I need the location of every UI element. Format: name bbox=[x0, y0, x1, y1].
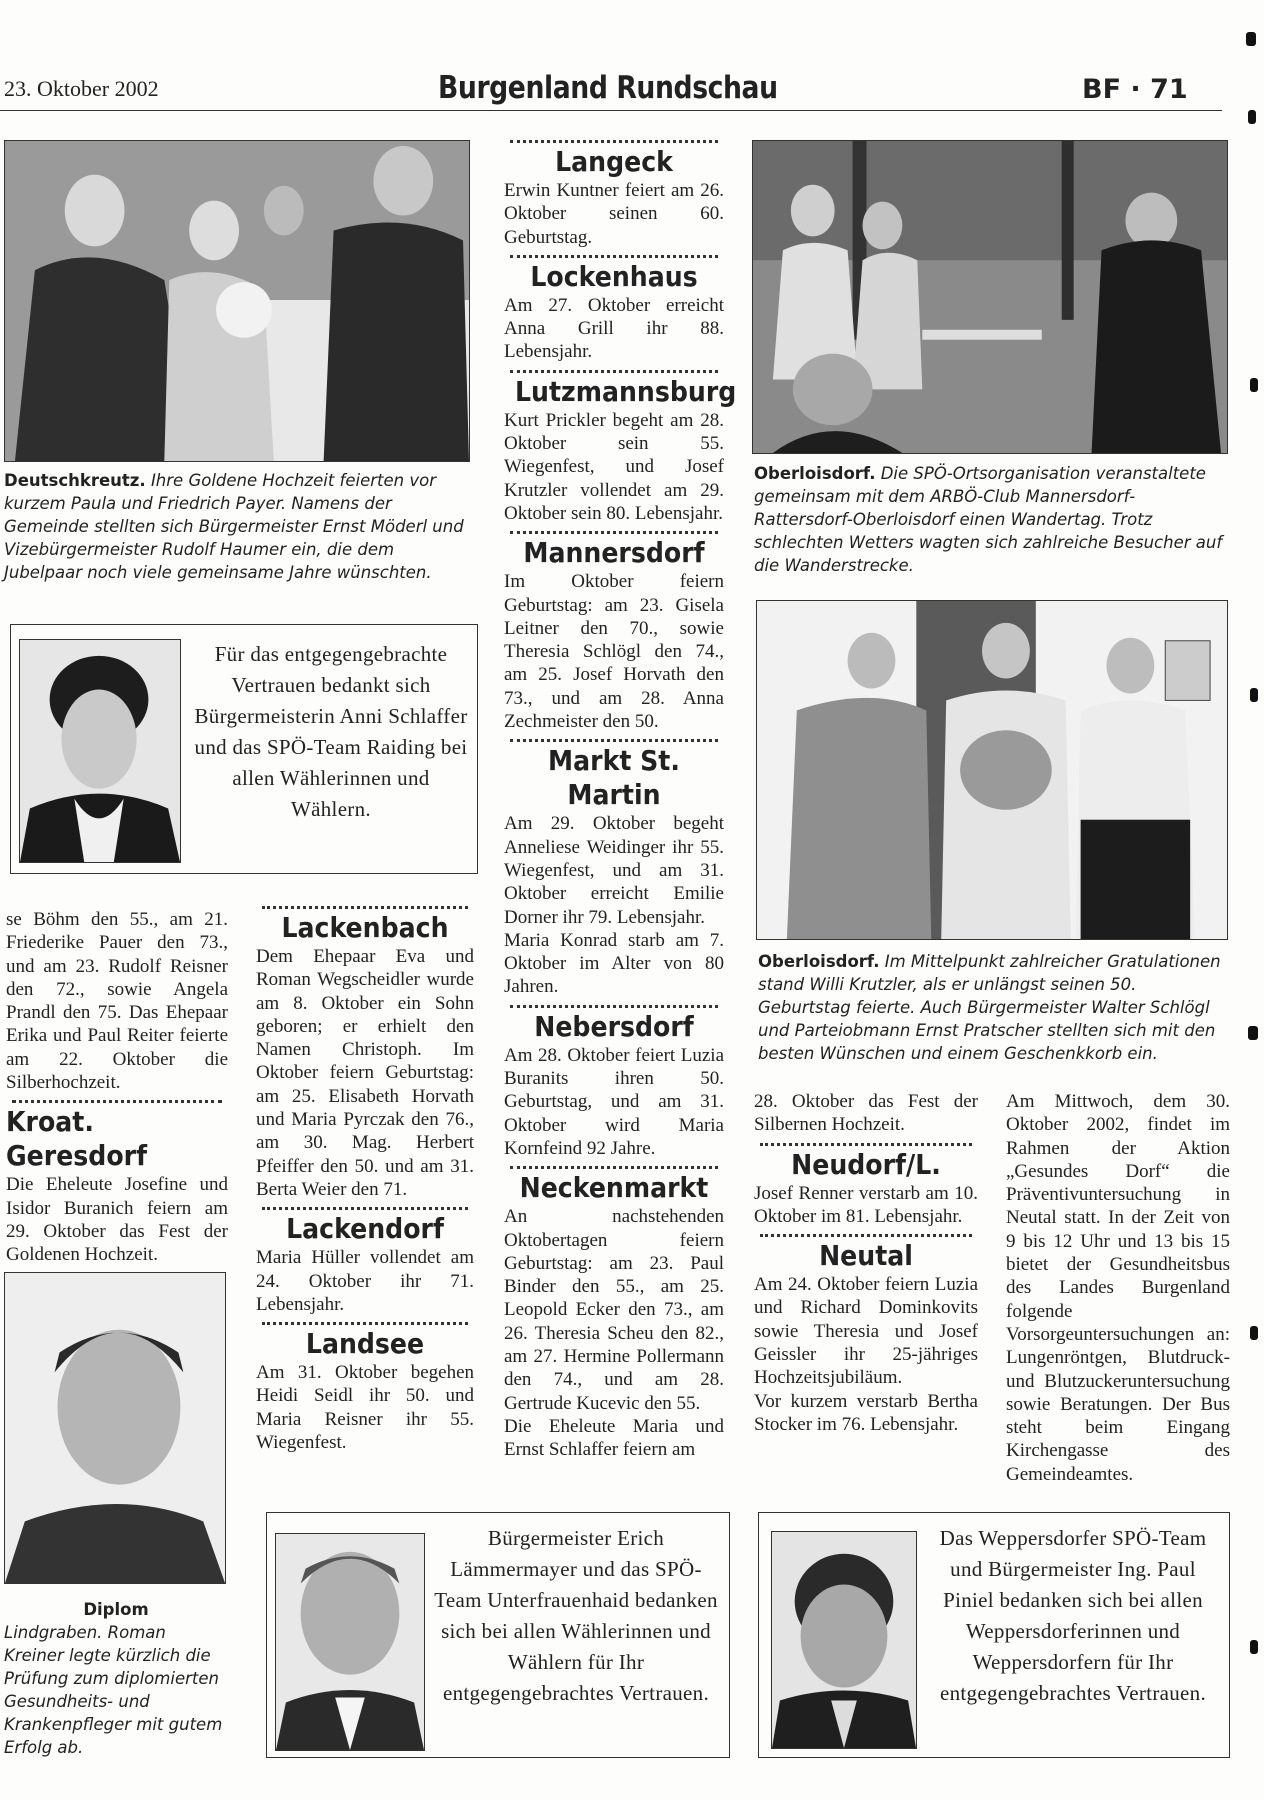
caption-oberloisdorf-geburtstag bbox=[758, 950, 1232, 1065]
dotted-divider bbox=[262, 1322, 468, 1325]
caption-diplom bbox=[4, 1598, 228, 1759]
article-text: Am 27. Oktober erreicht Anna Grill ihr 88. Lebensjahr. bbox=[504, 294, 724, 363]
ad-raiding bbox=[10, 624, 478, 874]
article-text: Josef Renner verstarb am 10. Oktober im 81. Lebensjahr. bbox=[754, 1182, 978, 1227]
dotted-divider bbox=[760, 1234, 972, 1237]
caption-place: Oberloisdorf. bbox=[758, 952, 880, 971]
photo-oberloisdorf-wandertag bbox=[752, 140, 1228, 454]
article-text: Kurt Prickler begeht am 28. Oktober sein 55. Wiegenfest, und Josef Krutzler vollendet am 29. Oktober sein 80. Lebensjahr. bbox=[504, 409, 724, 524]
caption-deutschkreutz bbox=[4, 469, 474, 584]
article-text: Die Eheleute Josefine und Isidor Buranich feiern am 29. Oktober das Fest der Goldenen Hochzeit. bbox=[6, 1174, 228, 1266]
dotted-divider bbox=[510, 370, 718, 373]
article-text: Am 31. Oktober begehen Heidi Seidl ihr 50. und Maria Reisner ihr 55. Wiegenfest. bbox=[256, 1362, 474, 1454]
dotted-divider bbox=[262, 906, 468, 909]
article-text: An nachstehenden Oktobertagen feiern Geburtstag: am 23. Paul Binder den 55., am 25. Leopold Ecker den 73., am 26. Theresia Scheu den 82., am 27. Hermine Pollermann den 74., und am 28. Gertrude Kucevic den 55. bbox=[504, 1206, 724, 1414]
article-text: Dem Ehepaar Eva und Roman Wegscheidler wurde am 8. Oktober ein Sohn geboren; er erhielt den Namen Christoph. Im Oktober feiern Geburtstag: am 25. Elisabeth Horvath und Maria Pyrczak den 76., am 30. Mag. Herbert Pfeiffer den 50. und am 31. Berta Weier den 71. bbox=[256, 946, 474, 1200]
article-text: Vor kurzem verstarb Bertha Stocker im 76. Lebensjahr. bbox=[754, 1390, 978, 1435]
margin-mark bbox=[1250, 688, 1258, 702]
article-text: Im Oktober feiern Geburtstag: am 23. Gisela Leitner den 70., sowie Theresia Schlögl den 74., am 25. Josef Horvath den 73., und am 28. Anna Zechmeister den 50. bbox=[504, 571, 724, 733]
caption-text: Ihre Goldene Hochzeit feierten vor kurzem Paula und Friedrich Payer. Namens der Gemeinde stellten sich Bürgermeister Ernst Möderl und Vizebürgermeister Rudolf Haumer ein, die dem Jubelpaar noch viele gemeinsame Jahre wünschten. bbox=[4, 471, 464, 582]
article-text: Am 29. Oktober begeht Anneliese Weidinger ihr 55. Wiegenfest, und am 31. Oktober erreicht Emilie Dorner ihr 79. Lebensjahr. bbox=[504, 813, 724, 928]
margin-mark bbox=[1250, 378, 1258, 392]
margin-mark bbox=[1248, 110, 1256, 124]
column-4 bbox=[754, 1090, 978, 1436]
issue-date: 23. Oktober 2002 bbox=[4, 76, 159, 101]
margin-mark bbox=[1246, 32, 1256, 46]
newspaper-title: Burgenland Rundschau bbox=[438, 70, 778, 106]
section-heading: Kroat. Geresdorf bbox=[6, 1105, 148, 1173]
ad-text: Für das entgegengebrachte Vertrauen bedankt sich Bürgermeisterin Anni Schlaffer und das SPÖ-Team Raiding bei allen Wählerinnen und Wählern. bbox=[194, 642, 468, 821]
column-5 bbox=[1006, 1090, 1230, 1486]
article-text: Erwin Kuntner feiert am 26. Oktober seinen 60. Geburtstag. bbox=[504, 180, 724, 248]
portrait-photo bbox=[771, 1531, 917, 1749]
section-heading: Lockenhaus bbox=[530, 259, 698, 293]
article-text: Am 28. Oktober feiert Luzia Buranits ihren 50. Geburtstag, und am 31. Oktober wird Maria Kornfeind 92 Jahre. bbox=[504, 1044, 724, 1159]
column-2 bbox=[256, 906, 474, 1454]
photo-oberloisdorf-geburtstag bbox=[756, 600, 1228, 940]
caption-text: Roman Kreiner legte kürzlich die Prüfung zum diplomierten Gesundheits- und Krankenpfleger mit gutem Erfolg ab. bbox=[4, 1623, 223, 1757]
article-text: Maria Konrad starb am 7. Oktober im Alter von 80 Jahren. bbox=[504, 929, 724, 998]
section-heading: Neudorf/L. bbox=[791, 1147, 941, 1181]
dotted-divider bbox=[12, 1100, 222, 1103]
dotted-divider bbox=[510, 739, 718, 742]
dotted-divider bbox=[510, 531, 718, 534]
portrait-photo bbox=[19, 639, 181, 863]
caption-oberloisdorf-wandertag bbox=[754, 462, 1228, 577]
section-heading: Neutal bbox=[819, 1239, 913, 1273]
ad-unterfrauenhaid bbox=[266, 1512, 730, 1758]
ad-text: Bürgermeister Erich Lämmermayer und das SPÖ-Team Unterfrauenhaid bedanken sich bei allen Wählerinnen und Wählern für Ihr entgegengebrachtes Vertrauen. bbox=[434, 1526, 718, 1705]
header-rule bbox=[0, 110, 1222, 111]
caption-place: Deutschkreutz. bbox=[4, 471, 146, 490]
caption-title: Diplom bbox=[83, 1600, 149, 1619]
caption-place: Oberloisdorf. bbox=[754, 464, 876, 483]
caption-text: Die SPÖ-Ortsorganisation veranstaltete gemeinsam mit dem ARBÖ-Club Mannersdorf-Rattersdorf-Oberloisdorf einen Wandertag. Trotz schlechten Wetters wagten sich zahlreiche Besucher auf die Wanderstrecke. bbox=[754, 464, 1223, 575]
article-text: Am Mittwoch, dem 30. Oktober 2002, findet im Rahmen der Aktion „Gesundes Dorf“ die Präventivuntersuchung in Neutal statt. In der Zeit von 9 bis 12 Uhr und 13 bis 15 bietet der Gesundheitsbus des Landes Burgenland folgende Vorsorgeuntersuchungen an: Lungenröntgen, Blutdruck- und Blutzuckeruntersuchung sowie Beratungen. Der Bus steht beim Eingang Kirchengasse des Gemeindeamtes. bbox=[1006, 1091, 1230, 1485]
ad-weppersdorf bbox=[758, 1512, 1230, 1758]
article-text: Die Eheleute Maria und Ernst Schlaffer feiern am bbox=[504, 1415, 724, 1461]
margin-mark bbox=[1250, 1326, 1258, 1340]
caption-text: Im Mittelpunkt zahlreicher Gratulationen stand Willi Krutzler, als er unlängst seinen 50. Geburtstag feierte. Auch Bürgermeister Walter Schlögl und Parteiobmann Ernst Pratscher stellten sich mit den besten Wünschen und einem Geschenkkorb ein. bbox=[758, 952, 1221, 1063]
column-1 bbox=[6, 908, 228, 1267]
section-heading: Mannersdorf bbox=[523, 536, 705, 570]
photo-diplom bbox=[4, 1272, 226, 1584]
column-3 bbox=[504, 140, 737, 1461]
article-text: se Böhm den 55., am 21. Friederike Pauer den 73., und am 23. Rudolf Reisner den 72., sowie Angela Prandl den 75. Das Ehepaar Erika und Paul Reiter feierte am 22. Oktober die Silberhochzeit. bbox=[6, 909, 228, 1094]
caption-place: Lindgraben. bbox=[4, 1623, 103, 1642]
section-heading: Markt St. Martin bbox=[548, 744, 680, 812]
dotted-divider bbox=[510, 140, 718, 143]
dotted-divider bbox=[510, 1166, 718, 1169]
section-heading: Langeck bbox=[555, 145, 673, 178]
section-heading: Lutzmannsburg bbox=[515, 374, 737, 408]
section-heading: Neckenmarkt bbox=[519, 1171, 709, 1205]
ad-text: Das Weppersdorfer SPÖ-Team und Bürgermeister Ing. Paul Piniel bedanken sich bei allen Weppersdorferinnen und Weppersdorfern für Ihr entgegengebrachtes Vertrauen. bbox=[939, 1526, 1207, 1705]
portrait-photo bbox=[275, 1533, 425, 1751]
dotted-divider bbox=[760, 1143, 972, 1146]
photo-deutschkreutz bbox=[4, 140, 470, 462]
section-heading: Lackenbach bbox=[281, 911, 449, 944]
margin-mark bbox=[1248, 1026, 1258, 1040]
dotted-divider bbox=[510, 1005, 718, 1008]
section-heading: Lackendorf bbox=[286, 1212, 444, 1246]
section-heading: Landsee bbox=[305, 1327, 425, 1361]
section-heading: Nebersdorf bbox=[534, 1009, 694, 1043]
page-number: BF · 71 bbox=[1082, 74, 1188, 105]
dotted-divider bbox=[262, 1207, 468, 1210]
article-text: Am 24. Oktober feiern Luzia und Richard Dominkovits sowie Theresia und Josef Geissler ihr 25-jähriges Hochzeitsjubiläum. bbox=[754, 1274, 978, 1389]
article-text: Maria Hüller vollendet am 24. Oktober ihr 71. Lebensjahr. bbox=[256, 1247, 474, 1315]
dotted-divider bbox=[510, 255, 718, 258]
article-text: 28. Oktober das Fest der Silbernen Hochzeit. bbox=[754, 1091, 978, 1136]
margin-mark bbox=[1250, 1640, 1258, 1654]
